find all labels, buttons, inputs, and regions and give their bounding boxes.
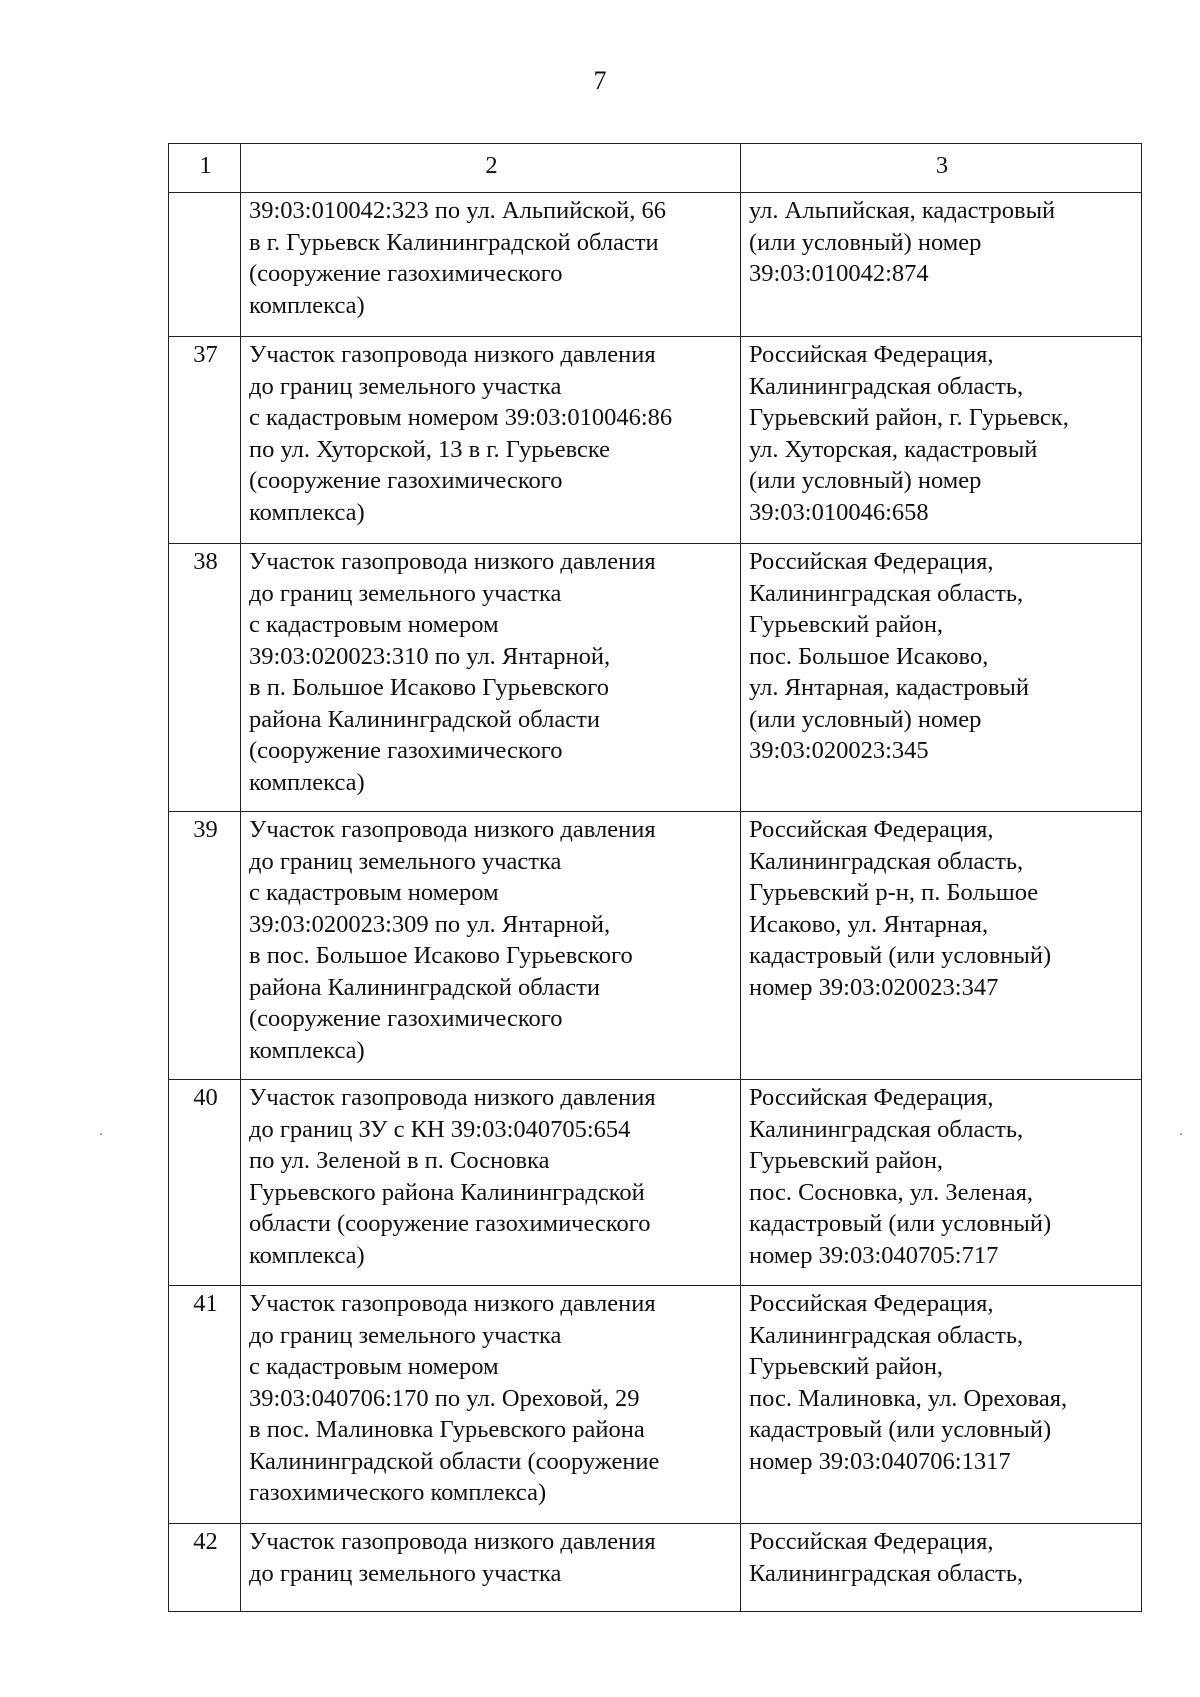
row-number-cell xyxy=(169,193,241,337)
row-number-cell: 42 xyxy=(169,1524,241,1612)
row-number-cell: 37 xyxy=(169,337,241,544)
row-description-cell: Участок газопровода низкого давления до границ земельного участка с кадастровым номером 39:03:040706:170 по ул. Ореховой, 29 в пос. Малиновка Гурьевского района Калининградской области (сооружение газохимического комплекса) xyxy=(241,1286,741,1524)
row-description-cell: Участок газопровода низкого давления до границ земельного участка с кадастровым номером 39:03:020023:310 по ул. Янтарной, в п. Большое Исаково Гурьевского района Калининградской области (сооружение газохимического комплекса) xyxy=(241,544,741,812)
row-address-cell: Российская Федерация, Калининградская область, Гурьевский район, пос. Малиновка, ул. Ореховая, кадастровый (или условный) номер 39:03:040706:1317 xyxy=(741,1286,1142,1524)
scan-speck-right xyxy=(1180,1133,1182,1135)
row-address-cell: Российская Федерация, Калининградская область, Гурьевский район, г. Гурьевск, ул. Хуторская, кадастровый (или условный) номер 39:03:010046:658 xyxy=(741,337,1142,544)
column-header-description: 2 xyxy=(241,144,741,193)
row-address-cell: Российская Федерация, Калининградская область, xyxy=(741,1524,1142,1612)
column-header-address: 3 xyxy=(741,144,1142,193)
column-header-number: 1 xyxy=(169,144,241,193)
table-row xyxy=(169,1524,1142,1612)
row-address-cell: Российская Федерация, Калининградская область, Гурьевский район, пос. Большое Исаково, ул. Янтарная, кадастровый (или условный) номер 39:03:020023:345 xyxy=(741,544,1142,812)
row-address-cell: ул. Альпийская, кадастровый (или условный) номер 39:03:010042:874 xyxy=(741,193,1142,337)
page-number: 7 xyxy=(593,66,607,95)
table-row xyxy=(169,193,1142,337)
table-header-row xyxy=(169,144,1142,193)
row-number-cell: 39 xyxy=(169,812,241,1080)
row-address-cell: Российская Федерация, Калининградская область, Гурьевский р-н, п. Большое Исаково, ул. Янтарная, кадастровый (или условный) номер 39:03:020023:347 xyxy=(741,812,1142,1080)
table-row xyxy=(169,1286,1142,1524)
row-description-cell: Участок газопровода низкого давления до границ земельного участка xyxy=(241,1524,741,1612)
row-description-cell: Участок газопровода низкого давления до границ земельного участка с кадастровым номером 39:03:010046:86 по ул. Хуторской, 13 в г. Гурьевске (сооружение газохимического комплекса) xyxy=(241,337,741,544)
table-row xyxy=(169,812,1142,1080)
row-address-cell: Российская Федерация, Калининградская область, Гурьевский район, пос. Сосновка, ул. Зеленая, кадастровый (или условный) номер 39:03:040705:717 xyxy=(741,1080,1142,1286)
table-row xyxy=(169,1080,1142,1286)
scan-speck-left xyxy=(100,1133,102,1135)
row-number-cell: 41 xyxy=(169,1286,241,1524)
row-description-cell: Участок газопровода низкого давления до границ ЗУ с КН 39:03:040705:654 по ул. Зеленой в п. Сосновка Гурьевского района Калининградской области (сооружение газохимического комплекса) xyxy=(241,1080,741,1286)
property-table xyxy=(168,143,1142,1612)
table-row xyxy=(169,337,1142,544)
table-row xyxy=(169,544,1142,812)
row-number-cell: 40 xyxy=(169,1080,241,1286)
row-description-cell: Участок газопровода низкого давления до границ земельного участка с кадастровым номером 39:03:020023:309 по ул. Янтарной, в пос. Большое Исаково Гурьевского района Калининградской области (сооружение газохимического комплекса) xyxy=(241,812,741,1080)
row-description-cell: 39:03:010042:323 по ул. Альпийской, 66 в г. Гурьевск Калининградской области (сооружение газохимического комплекса) xyxy=(241,193,741,337)
row-number-cell: 38 xyxy=(169,544,241,812)
